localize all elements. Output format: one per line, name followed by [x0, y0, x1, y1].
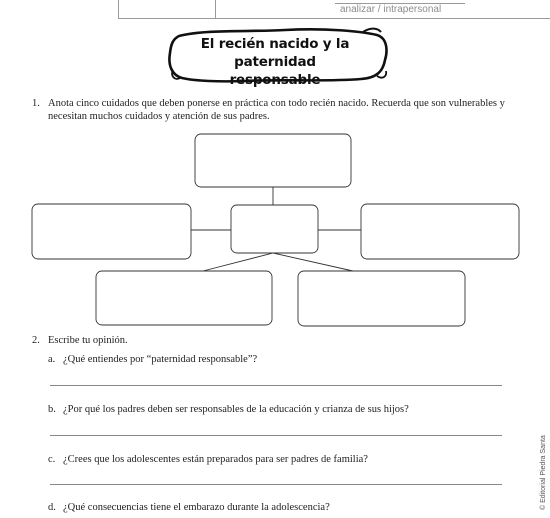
answer-box-left[interactable] [32, 204, 191, 259]
answer-line-b[interactable] [50, 435, 502, 436]
question-1-text: Anota cinco cuidados que deben ponerse en práctica con todo recién nacido. Recuerda que son vulnerables y necesitan muchos cuidados y atención de sus padres. [48, 98, 505, 122]
page-title [180, 35, 370, 89]
sub-question-letter: c. [48, 454, 56, 465]
answer-box-bottom-right[interactable] [298, 271, 465, 326]
sub-question-text: ¿Qué consecuencias tiene el embarazo durante la adolescencia? [63, 502, 330, 513]
sub-question-letter: a. [48, 354, 56, 365]
copyright-note: © Editorial Piedra Santa [540, 435, 547, 510]
page-title-line2: responsable [229, 72, 321, 88]
center-box [231, 205, 318, 253]
question-1 [0, 97, 550, 127]
question-1-number: 1. [32, 98, 40, 109]
question-2-text: Escribe tu opinión. [48, 335, 128, 346]
question-2 [0, 334, 550, 348]
page-title-line1: El recién nacido y la paternidad [200, 36, 350, 70]
sub-question-d [0, 501, 550, 515]
sub-question-b [0, 403, 550, 417]
sub-question-letter: b. [48, 404, 56, 415]
sub-question-c [0, 453, 550, 467]
sub-question-text: ¿Crees que los adolescentes están preparados para ser padres de familia? [63, 454, 368, 465]
question-2-number: 2. [32, 335, 40, 346]
header-table [118, 0, 550, 19]
header-divider [118, 0, 119, 18]
answer-box-top[interactable] [195, 134, 351, 187]
header-subtitle: analizar / intrapersonal [340, 4, 442, 15]
header-divider [215, 0, 216, 18]
connector-line [273, 253, 353, 271]
answer-line-c[interactable] [50, 484, 502, 485]
connector-line [203, 253, 273, 271]
sub-question-letter: d. [48, 502, 56, 513]
answer-box-right[interactable] [361, 204, 519, 259]
sub-question-text: ¿Qué entiendes por “paternidad responsable”? [63, 354, 258, 365]
answer-box-bottom-left[interactable] [96, 271, 272, 325]
sub-question-a [0, 353, 550, 367]
sub-question-text: ¿Por qué los padres deben ser responsables de la educación y crianza de sus hijos? [63, 404, 409, 415]
answer-line-a[interactable] [50, 385, 502, 386]
